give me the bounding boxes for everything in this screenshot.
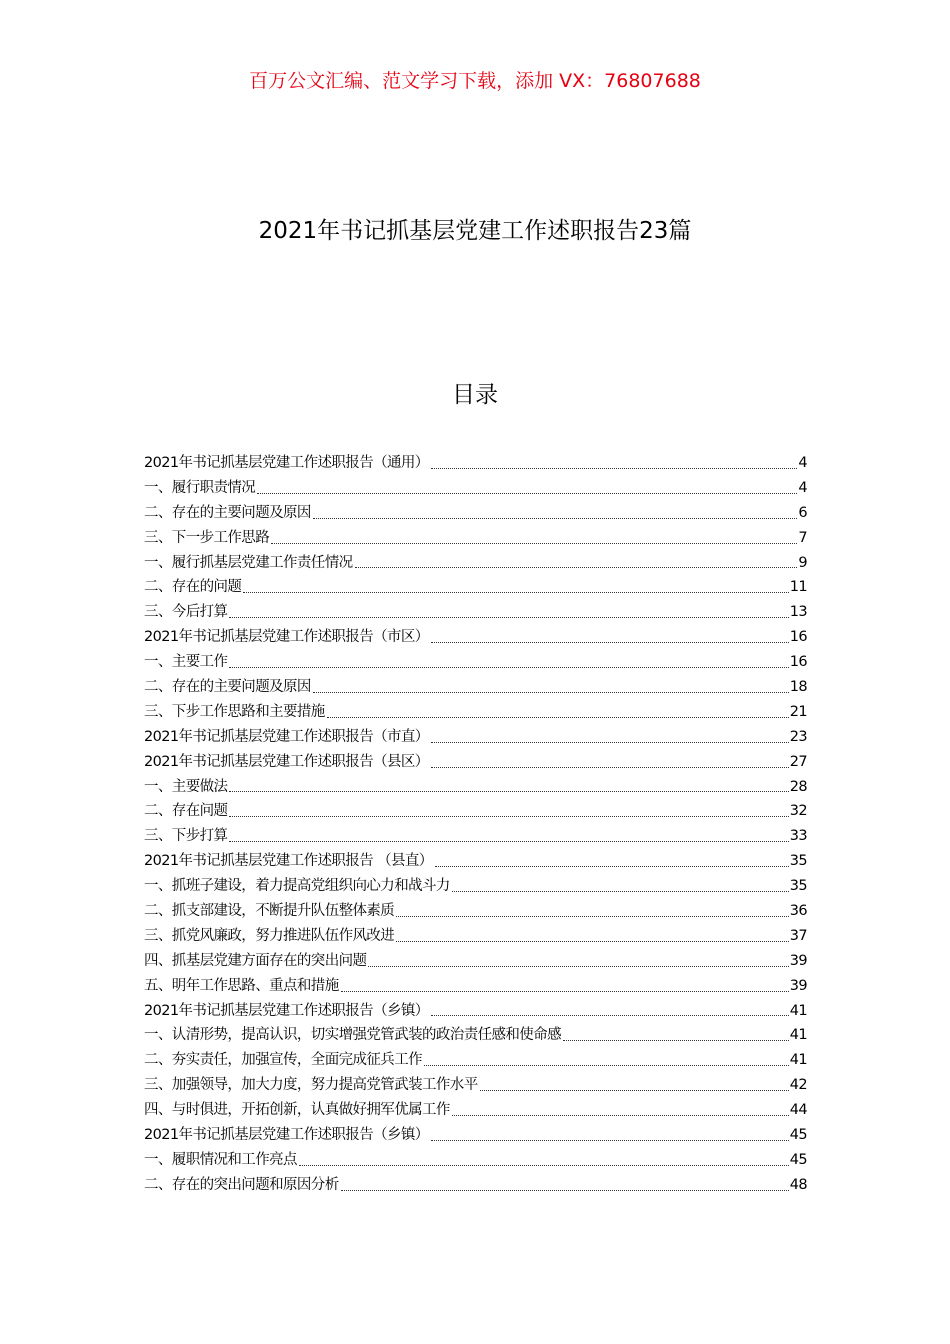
toc-dot-leader — [433, 849, 790, 874]
toc-entry[interactable] — [144, 949, 807, 974]
toc-entry[interactable] — [144, 575, 807, 600]
toc-dot-leader — [269, 526, 798, 551]
toc-entry-page: 32 — [789, 803, 807, 820]
toc-entry[interactable] — [144, 750, 807, 775]
toc-entry-title: 2021年书记抓基层党建工作述职报告（市直） — [144, 728, 429, 745]
toc-entry-title: 二、存在问题 — [144, 803, 228, 820]
toc-entry-page: 45 — [789, 1151, 807, 1168]
toc-entry[interactable] — [144, 1098, 807, 1123]
toc-entry[interactable] — [144, 476, 807, 501]
toc-entry-title: 2021年书记抓基层党建工作述职报告（县区） — [144, 753, 429, 770]
toc-entry-page: 41 — [789, 1052, 807, 1069]
toc-dot-leader — [429, 999, 790, 1024]
toc-entry-page: 42 — [789, 1077, 807, 1094]
toc-entry-title: 一、抓班子建设，着力提高党组织向心力和战斗力 — [144, 878, 450, 895]
toc-entry-page: 16 — [789, 654, 807, 671]
toc-dot-leader — [353, 551, 799, 576]
toc-entry-page: 6 — [798, 504, 807, 521]
toc-dot-leader — [325, 700, 790, 725]
toc-entry[interactable] — [144, 874, 807, 899]
toc-entry-page: 41 — [789, 1002, 807, 1019]
toc-dot-leader — [227, 824, 789, 849]
toc-dot-leader — [339, 1173, 790, 1198]
toc-entry-page: 27 — [789, 753, 807, 770]
toc-entry-title: 三、加强领导，加大力度，努力提高党管武装工作水平 — [144, 1077, 478, 1094]
toc-entry-page: 35 — [789, 853, 807, 870]
toc-entry-page: 4 — [798, 454, 807, 471]
toc-entry[interactable] — [144, 625, 807, 650]
toc-entry[interactable] — [144, 849, 807, 874]
toc-entry-title: 一、主要工作 — [144, 654, 228, 671]
toc-entry-page: 18 — [789, 679, 807, 695]
toc-entry-title: 2021年书记抓基层党建工作述职报告（乡镇） — [144, 1127, 429, 1144]
toc-entry-page: 7 — [798, 529, 807, 546]
toc-dot-leader — [227, 799, 789, 824]
toc-dot-leader — [429, 750, 790, 775]
toc-entry[interactable] — [144, 700, 807, 725]
toc-dot-leader — [255, 476, 798, 501]
toc-dot-leader — [450, 1098, 790, 1123]
toc-dot-leader — [478, 1073, 790, 1098]
toc-entry-page: 39 — [789, 952, 807, 969]
toc-entry-page: 35 — [789, 878, 807, 895]
toc-dot-leader — [227, 650, 789, 675]
toc-entry-page: 41 — [789, 1027, 807, 1044]
toc-entry-title: 一、履职情况和工作亮点 — [144, 1151, 297, 1168]
toc-dot-leader — [366, 949, 789, 974]
toc-dot-leader — [429, 451, 799, 476]
toc-entry[interactable] — [144, 725, 807, 750]
toc-entry-title: 2021年书记抓基层党建工作述职报告 （县直） — [144, 853, 433, 870]
toc-entry[interactable] — [144, 451, 807, 476]
toc-heading: 目录 — [452, 382, 498, 408]
toc-dot-leader — [422, 1048, 790, 1073]
toc-entry-title: 二、存在的问题 — [144, 579, 242, 596]
toc-entry-title: 三、下步打算 — [144, 828, 228, 845]
toc-entry-page: 33 — [789, 828, 807, 845]
toc-entry-page: 48 — [789, 1176, 807, 1193]
toc-entry[interactable] — [144, 974, 807, 999]
toc-entry[interactable] — [144, 600, 807, 625]
toc-entry-title: 一、主要做法 — [144, 778, 228, 795]
toc-entry-title: 2021年书记抓基层党建工作述职报告（乡镇） — [144, 1002, 429, 1019]
toc-entry[interactable] — [144, 1048, 807, 1073]
toc-dot-leader — [429, 725, 790, 750]
toc-entry-page: 45 — [789, 1127, 807, 1144]
toc-entry[interactable] — [144, 551, 807, 576]
toc-entry-title: 三、今后打算 — [144, 604, 228, 621]
toc-dot-leader — [311, 675, 790, 700]
toc-entry[interactable] — [144, 999, 807, 1024]
toc-entry[interactable] — [144, 1023, 807, 1048]
toc-entry-title: 二、夯实责任，加强宣传，全面完成征兵工作 — [144, 1052, 422, 1069]
toc-entry-page: 23 — [789, 728, 807, 745]
toc-entry-title: 2021年书记抓基层党建工作述职报告（市区） — [144, 629, 429, 646]
toc-entry[interactable] — [144, 1148, 807, 1173]
toc-entry-title: 三、下一步工作思路 — [144, 529, 270, 546]
toc-dot-leader — [394, 899, 790, 924]
toc-entry-page: 36 — [789, 903, 807, 920]
toc-entry[interactable] — [144, 899, 807, 924]
toc-entry-page: 4 — [798, 479, 807, 496]
toc-entry[interactable] — [144, 1073, 807, 1098]
toc-entry-title: 二、存在的突出问题和原因分析 — [144, 1176, 339, 1193]
toc-entry-title: 一、履行抓基层党建工作责任情况 — [144, 554, 353, 571]
toc-entry[interactable] — [144, 1123, 807, 1148]
toc-entry-page: 13 — [789, 604, 807, 621]
toc-entry-page: 28 — [789, 778, 807, 795]
promo-banner: 百万公文汇编、范文学习下载，添加 VX：76807688 — [249, 70, 701, 92]
toc-entry-title: 二、抓支部建设，不断提升队伍整体素质 — [144, 903, 395, 920]
toc-dot-leader — [394, 924, 790, 949]
toc-dot-leader — [297, 1148, 790, 1173]
toc-dot-leader — [311, 501, 799, 526]
toc-dot-leader — [561, 1023, 790, 1048]
toc-dot-leader — [429, 625, 790, 650]
toc-entry[interactable] — [144, 650, 807, 675]
toc-entry-page: 39 — [789, 977, 807, 994]
toc-entry-page: 9 — [798, 554, 807, 571]
toc-entry-title: 三、抓党风廉政，努力推进队伍作风改进 — [144, 927, 395, 944]
toc-entry-page: 44 — [789, 1102, 807, 1119]
toc-dot-leader — [429, 1123, 790, 1148]
table-of-contents — [144, 451, 807, 1198]
toc-entry-page: 21 — [789, 703, 807, 720]
toc-entry-title: 一、认清形势，提高认识，切实增强党管武装的政治责任感和使命感 — [144, 1027, 561, 1044]
toc-entry-page: 16 — [789, 629, 807, 646]
toc-entry-title: 一、履行职责情况 — [144, 479, 256, 496]
toc-entry[interactable] — [144, 775, 807, 800]
toc-dot-leader — [227, 600, 789, 625]
toc-entry[interactable] — [144, 824, 807, 849]
toc-entry[interactable] — [144, 501, 807, 526]
toc-entry-title: 二、存在的主要问题及原因 — [144, 679, 311, 695]
toc-dot-leader — [241, 575, 789, 600]
toc-entry-title: 四、与时俱进，开拓创新，认真做好拥军优属工作 — [144, 1102, 450, 1119]
toc-entry-title: 2021年书记抓基层党建工作述职报告（通用） — [144, 454, 429, 471]
toc-entry[interactable] — [144, 799, 807, 824]
toc-entry-title: 二、存在的主要问题及原因 — [144, 504, 311, 521]
toc-entry-page: 37 — [789, 927, 807, 944]
toc-entry[interactable] — [144, 1173, 807, 1198]
toc-entry-title: 四、抓基层党建方面存在的突出问题 — [144, 952, 367, 969]
toc-entry[interactable] — [144, 924, 807, 949]
toc-dot-leader — [339, 974, 790, 999]
toc-entry-title: 五、明年工作思路、重点和措施 — [144, 977, 339, 994]
toc-entry-page: 11 — [789, 579, 807, 596]
document-title: 2021年书记抓基层党建工作述职报告23篇 — [258, 218, 692, 244]
toc-dot-leader — [227, 775, 789, 800]
toc-entry[interactable] — [144, 526, 807, 551]
toc-entry-title: 三、下步工作思路和主要措施 — [144, 703, 325, 720]
toc-entry[interactable] — [144, 675, 807, 700]
toc-dot-leader — [450, 874, 790, 899]
